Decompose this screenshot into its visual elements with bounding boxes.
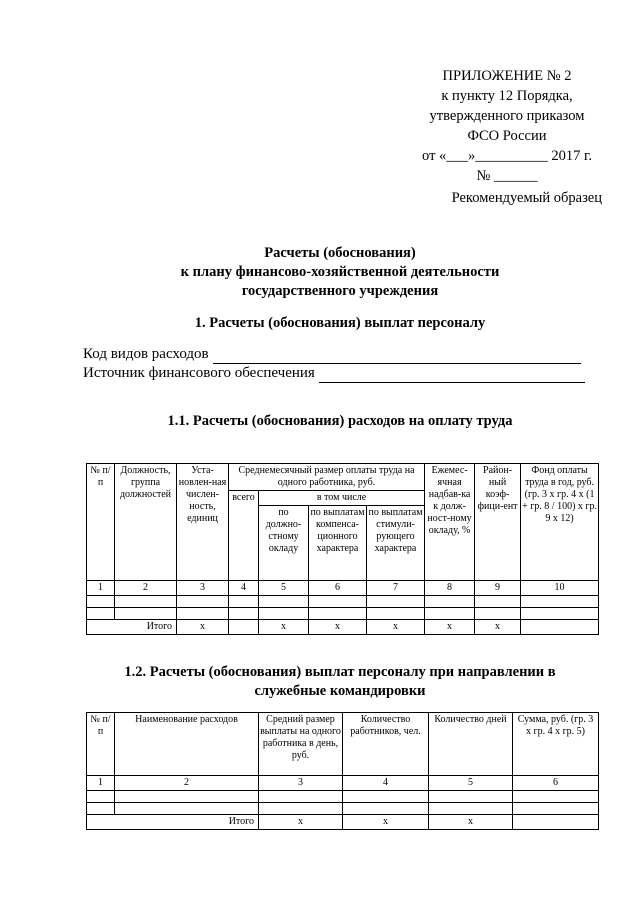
- section12-title-line1: 1.2. Расчеты (обоснования) выплат персоналу при направлении в: [124, 664, 556, 680]
- expense-code-field[interactable]: [213, 349, 581, 364]
- header-days: Количество дней: [429, 713, 513, 776]
- header-num: № п/п: [87, 713, 115, 776]
- appendix-date: от «___»__________ 2017 г.: [422, 148, 592, 164]
- col-number: 1: [87, 581, 115, 596]
- col-number: 9: [475, 581, 521, 596]
- document-title-line2: к плану финансово-хозяйственной деятельности: [180, 264, 500, 280]
- col-number: 5: [429, 776, 513, 791]
- col-number: 10: [521, 581, 599, 596]
- funding-source-field[interactable]: [319, 368, 585, 383]
- appendix-number: ПРИЛОЖЕНИЕ № 2: [442, 68, 572, 84]
- total-cell: x: [475, 620, 521, 635]
- total-cell: x: [343, 815, 429, 830]
- col-number: 6: [513, 776, 599, 791]
- total-cell: x: [309, 620, 367, 635]
- total-cell: x: [367, 620, 425, 635]
- col-number: 2: [115, 581, 177, 596]
- total-cell: x: [429, 815, 513, 830]
- total-cell: x: [425, 620, 475, 635]
- header-avg-amount: Средний размер выплаты на одного работника в день, руб.: [259, 713, 343, 776]
- header-including: в том числе: [259, 491, 425, 506]
- total-row: [87, 620, 599, 635]
- section12-title-line2: служебные командировки: [254, 683, 426, 699]
- total-row: [87, 815, 599, 830]
- appendix-approved: утвержденного приказом: [429, 108, 585, 124]
- table-row: [87, 791, 599, 803]
- expense-code-label: Код видов расходов: [83, 346, 209, 362]
- document-title: [90, 244, 590, 301]
- col-number: 2: [115, 776, 259, 791]
- column-numbers-row: [87, 776, 599, 791]
- col-number: 5: [259, 581, 309, 596]
- header-name: Наименование расходов: [115, 713, 259, 776]
- appendix-header: [412, 66, 602, 186]
- header-position: Должность, группа должностей: [115, 464, 177, 581]
- business-trip-table: [86, 712, 599, 830]
- section11-title: 1.1. Расчеты (обоснования) расходов на оплату труда: [167, 413, 513, 429]
- section1-title: 1. Расчеты (обоснования) выплат персоналу: [194, 315, 486, 331]
- col-number: 3: [259, 776, 343, 791]
- col-number: 3: [177, 581, 229, 596]
- header-workers: Количество работников, чел.: [343, 713, 429, 776]
- col-number: 6: [309, 581, 367, 596]
- recommended-sample-label: Рекомендуемый образец: [451, 190, 602, 206]
- col-number: 8: [425, 581, 475, 596]
- table-row: [87, 608, 599, 620]
- document-title-line1: Расчеты (обоснования): [264, 245, 416, 261]
- funding-source-label: Источник финансового обеспечения: [83, 365, 315, 381]
- header-avg-salary: Среднемесячный размер оплаты труда на одного работника, руб.: [229, 464, 425, 491]
- appendix-organization: ФСО России: [467, 128, 547, 144]
- col-number: 7: [367, 581, 425, 596]
- header-monthly-bonus: Ежемес-ячная надбав-ка к долж-ност-ному окладу, %: [425, 464, 475, 581]
- col-number: 4: [229, 581, 259, 596]
- header-total: всего: [229, 491, 259, 581]
- fields-block: [83, 345, 585, 383]
- header-fund: Фонд оплаты труда в год, руб. (гр. 3 x гр. 4 x (1 + гр. 8 / 100) x гр. 9 x 12): [521, 464, 599, 581]
- total-label: Итого: [87, 620, 177, 635]
- document-title-line3: государственного учреждения: [241, 283, 439, 299]
- total-cell: x: [259, 815, 343, 830]
- total-label: Итого: [87, 815, 259, 830]
- column-numbers-row: [87, 581, 599, 596]
- total-cell: x: [177, 620, 229, 635]
- section12-title: [60, 663, 620, 701]
- col-number: 1: [87, 776, 115, 791]
- salary-table: [86, 463, 599, 635]
- col-number: 4: [343, 776, 429, 791]
- table-row: [87, 596, 599, 608]
- appendix-clause: к пункту 12 Порядка,: [441, 88, 573, 104]
- header-by-salary: по должно-стному окладу: [259, 506, 309, 581]
- table-row: [87, 803, 599, 815]
- total-cell: x: [259, 620, 309, 635]
- appendix-order-number: № ______: [476, 168, 538, 184]
- header-regional-coef: Район-ный коэф-фици-ент: [475, 464, 521, 581]
- header-compensation: по выплатам компенса-ционного характера: [309, 506, 367, 581]
- header-num: № п/п: [87, 464, 115, 581]
- header-headcount: Уста-новлен-ная числен-ность, единиц: [177, 464, 229, 581]
- header-stimulating: по выплатам стимули-рующего характера: [367, 506, 425, 581]
- header-sum: Сумма, руб. (гр. 3 x гр. 4 x гр. 5): [513, 713, 599, 776]
